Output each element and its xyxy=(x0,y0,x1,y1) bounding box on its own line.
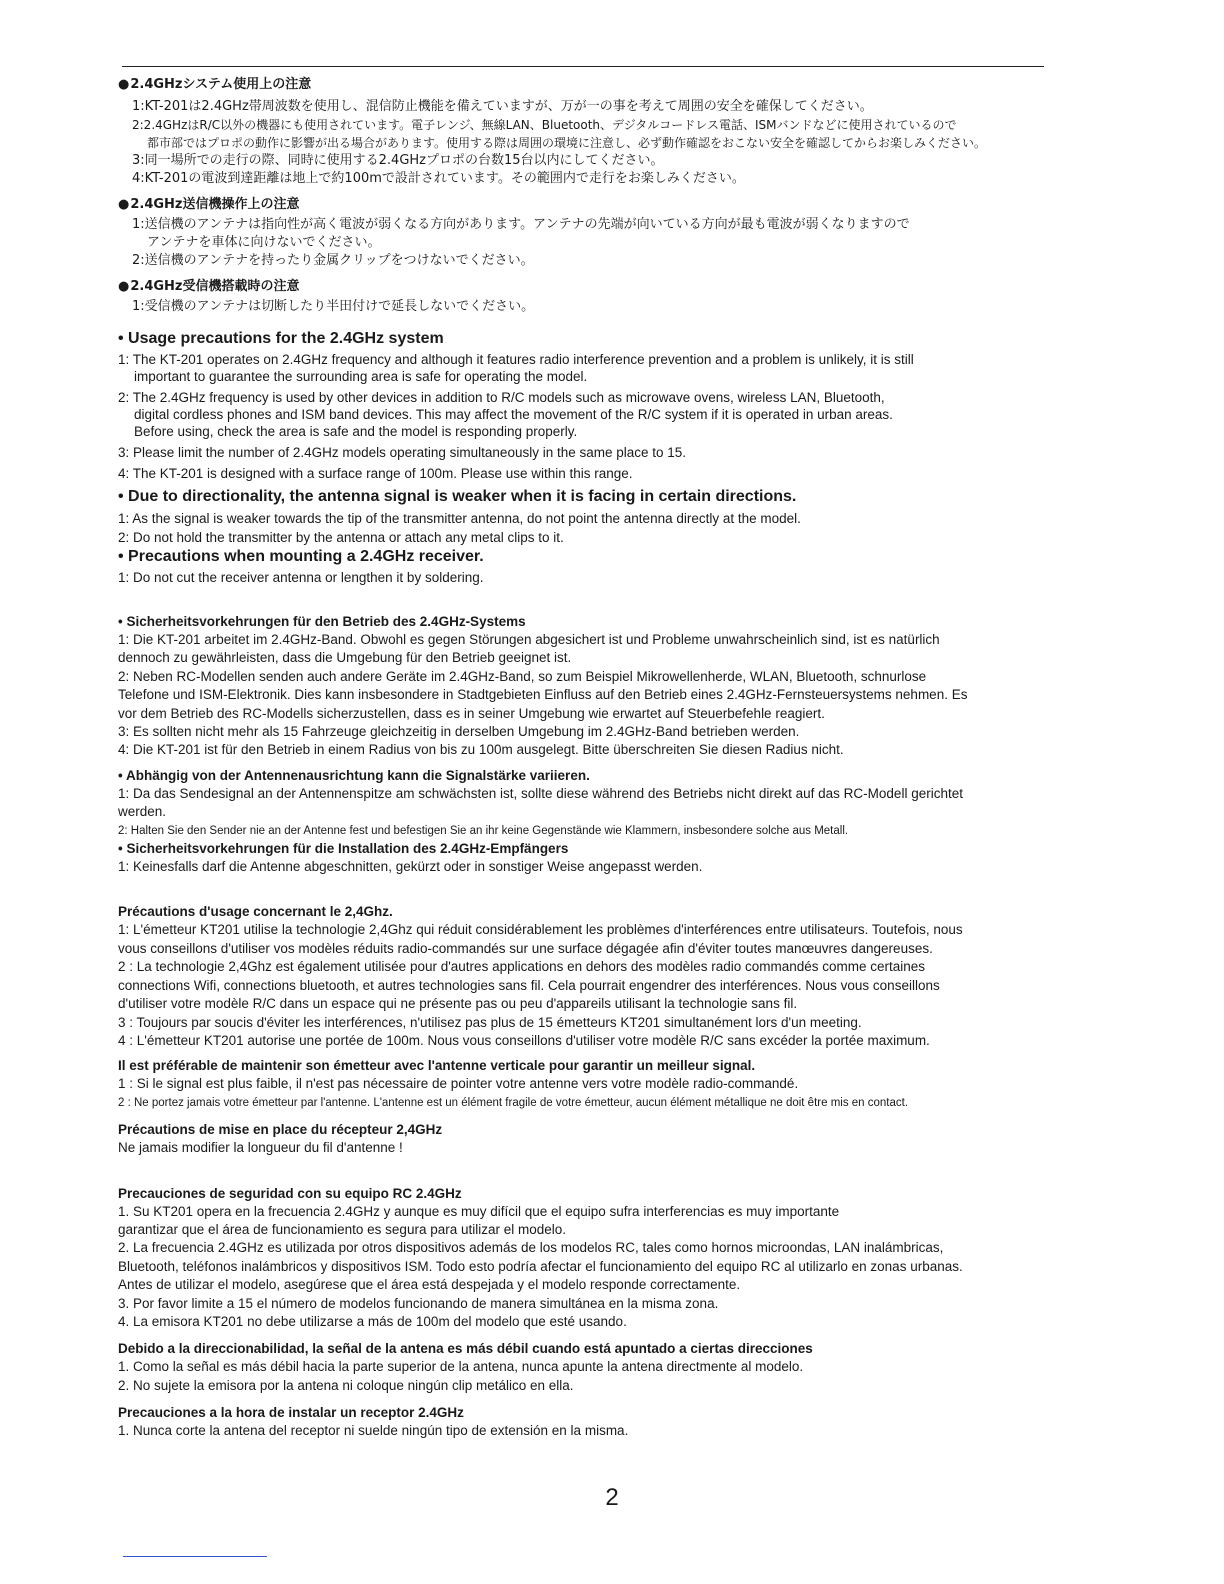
en-item: 1: Do not cut the receiver antenna or lengthen it by soldering. xyxy=(118,570,484,585)
jp-heading-transmitter-text: 2.4GHz送信機操作上の注意 xyxy=(130,197,300,212)
de-item: 2: Halten Sie den Sender nie an der Antenne fest und befestigen Sie an ihr keine Gegenstände wie Klammern, insbesondere solche aus Metall. xyxy=(118,824,849,837)
es-item: Antes de utilizar el modelo, asegúrese que el área está despejada y el modelo responde correctamente. xyxy=(118,1277,741,1293)
fr-item: Ne jamais modifier la longueur du fil d'antenne ! xyxy=(118,1140,403,1156)
en-section-directionality xyxy=(118,487,1093,546)
jp-item-cont: 都市部ではプロポの動作に影響が出る場合があります。使用する際は周囲の環境に注意し、必ず動作確認をおこない安全を確認してからお楽しみください。 xyxy=(147,136,987,150)
de-item: 1: Keinesfalls darf die Antenne abgeschnitten, gekürzt oder in sonstiger Weise angepasst werden. xyxy=(118,859,703,875)
fr-item: connections Wifi, connections bluetooth, et autres technologies sans fil. Cela pourrait engendrer des interférences. Nous vous conseillons xyxy=(118,977,940,993)
en-heading-receiver: • Precautions when mounting a 2.4GHz receiver. xyxy=(118,548,484,565)
fr-item: 4 : L'émetteur KT201 autorise une portée de 100m. Nous vous conseillons d'utiliser votre modèle R/C sans excéder la portée maximum. xyxy=(118,1032,930,1048)
fr-heading-usage: Précautions d'usage concernant le 2,4Ghz. xyxy=(118,904,393,920)
fr-heading-receiver: Précautions de mise en place du récepteur 2,4GHz xyxy=(118,1122,443,1138)
fr-item: 2 : Ne portez jamais votre émetteur par l'antenne. L'antenne est un élément fragile de votre émetteur, aucun élément métallique ne doit être mis en contact. xyxy=(118,1096,909,1109)
footer-underline xyxy=(123,1556,267,1557)
en-heading-system: • Usage precautions for the 2.4GHz system xyxy=(118,330,444,347)
es-item: 1. Nunca corte la antena del receptor ni suelde ningún tipo de extensión en la misma. xyxy=(118,1423,629,1439)
en-item: 4: The KT-201 is designed with a surface range of 100m. Please use within this range. xyxy=(118,466,633,481)
jp-item: 2:送信機のアンテナを持ったり金属クリップをつけないでください。 xyxy=(132,253,534,268)
de-heading-system: • Sicherheitsvorkehrungen für den Betrieb des 2.4GHz-Systems xyxy=(118,614,526,629)
page-number: 2 xyxy=(605,1484,619,1511)
de-item: 2: Neben RC-Modellen senden auch andere Geräte im 2.4GHz-Band, so zum Beispiel Mikrowellenherde, WLAN, Bluetooth, schnurlose xyxy=(118,668,927,684)
de-item: vor dem Betrieb des RC-Modells sicherzustellen, dass es in seiner Umgebung wie erwartet auf Steuerbefehle reagiert. xyxy=(118,705,825,721)
es-item: Bluetooth, teléfonos inalámbricos y dispositivos ISM. Todo esto podría afectar el funcionamiento del equipo RC al utilizarlo en zonas urbanas. xyxy=(118,1258,963,1274)
es-section-directionality xyxy=(118,1340,1093,1395)
fr-item: 2 : La technologie 2,4Ghz est également utilisée pour d'autres applications en dehors des modèles radio commandés comme certaines xyxy=(118,959,926,975)
de-item: 1: Die KT-201 arbeitet im 2.4GHz-Band. Obwohl es gegen Störungen abgesichert ist und Probleme unwahrscheinlich sind, ist es natürlich xyxy=(118,632,940,647)
de-item: 3: Es sollten nicht mehr als 15 Fahrzeuge gleichzeitig in derselben Umgebung im 2.4GHz-Band betrieben werden. xyxy=(118,724,800,740)
jp-item: 2:2.4GHzはR/C以外の機器にも使用されています。電子レンジ、無線LAN、Bluetooth、デジタルコードレス電話、ISMバンドなどに使用されているので xyxy=(132,118,957,132)
en-item: 1: As the signal is weaker towards the tip of the transmitter antenna, do not point the antenna directly at the model. xyxy=(118,511,801,526)
es-item: 4. La emisora KT201 no debe utilizarse a más de 100m del modelo que esté usando. xyxy=(118,1313,627,1329)
jp-section-receiver xyxy=(118,278,1093,316)
de-item: dennoch zu gewährleisten, dass die Umgebung für den Betrieb geeignet ist. xyxy=(118,650,572,666)
jp-heading-receiver xyxy=(118,278,1093,295)
fr-item: d'utiliser votre modèle R/C dans un espace qui ne présente pas ou peu d'appareils utilisant la technologie sans fil. xyxy=(118,996,798,1012)
bullet-icon: ● xyxy=(118,77,130,92)
fr-item: 1: L'émetteur KT201 utilise la technologie 2,4Ghz qui réduit considérablement les problèmes d'interférences entre utilisateurs. Toutefois, nous xyxy=(118,922,963,938)
es-item: 2. No sujete la emisora por la antena ni coloque ningún clip metálico en ella. xyxy=(118,1377,574,1393)
en-item-line: 1: The KT-201 operates on 2.4GHz frequency and although it features radio interference prevention and a problem is unlikely, it is still xyxy=(118,352,914,367)
es-item: 2. La frecuencia 2.4GHz es utilizada por otros dispositivos además de los modelos RC, tales como hornos microondas, LAN inalámbricas, xyxy=(118,1240,944,1256)
es-heading-receiver: Precauciones a la hora de instalar un receptor 2.4GHz xyxy=(118,1405,464,1421)
de-section-receiver xyxy=(118,840,1093,876)
top-rule xyxy=(122,66,1044,67)
page-content xyxy=(118,74,1093,1441)
jp-item: 1:送信機のアンテナは指向性が高く電波が弱くなる方向があります。アンテナの先端が向いている方向が最も電波が弱くなりますので xyxy=(132,217,910,232)
fr-item: 3 : Toujours par soucis d'éviter les interférences, n'utilisez pas plus de 15 émetteurs KT201 simultanément lors d'un meeting. xyxy=(118,1014,862,1030)
en-item-cont: important to guarantee the surrounding area is safe for operating the model. xyxy=(134,369,588,384)
jp-heading-system-text: 2.4GHzシステム使用上の注意 xyxy=(130,77,312,92)
en-heading-directionality: • Due to directionality, the antenna signal is weaker when it is facing in certain directions. xyxy=(118,488,797,505)
en-section-system xyxy=(118,329,1093,482)
en-item xyxy=(118,389,1093,440)
de-heading-receiver: • Sicherheitsvorkehrungen für die Installation des 2.4GHz-Empfängers xyxy=(118,841,569,857)
jp-item-cont: アンテナを車体に向けないでください。 xyxy=(147,235,381,250)
jp-section-transmitter xyxy=(118,196,1093,270)
en-item: 3: Please limit the number of 2.4GHz models operating simultaneously in the same place to 15. xyxy=(118,445,687,460)
de-heading-antenna: • Abhängig von der Antennenausrichtung kann die Signalstärke variieren. xyxy=(118,767,590,783)
bullet-icon: ● xyxy=(118,197,130,212)
en-item: 2: Do not hold the transmitter by the antenna or attach any metal clips to it. xyxy=(118,530,564,545)
de-section-antenna xyxy=(118,767,1093,840)
jp-item: 3:同一場所での走行の際、同時に使用する2.4GHzプロポの台数15台以内にしてください。 xyxy=(132,153,664,168)
es-section-safety xyxy=(118,1185,1093,1332)
fr-section-antenna xyxy=(118,1057,1093,1112)
fr-heading-antenna: Il est préférable de maintenir son émetteur avec l'antenne verticale pour garantir un meilleur signal. xyxy=(118,1058,756,1074)
en-item xyxy=(118,351,1093,385)
jp-item: 1:KT-201は2.4GHz帯周波数を使用し、混信防止機能を備えていますが、万が一の事を考えて周囲の安全を確保してください。 xyxy=(132,99,873,114)
fr-section-usage xyxy=(118,903,1093,1050)
jp-heading-transmitter xyxy=(118,196,1093,213)
jp-section-system xyxy=(118,76,1093,188)
es-heading-safety: Precauciones de seguridad con su equipo RC 2.4GHz xyxy=(118,1185,462,1201)
jp-item: 1:受信機のアンテナは切断したり半田付けで延長しないでください。 xyxy=(132,299,535,314)
es-heading-directionality: Debido a la direccionabilidad, la señal de la antena es más débil cuando está apuntado a ciertas direcciones xyxy=(118,1341,813,1357)
en-item-cont: Before using, check the area is safe and the model is responding properly. xyxy=(134,424,578,439)
fr-section-receiver xyxy=(118,1121,1093,1157)
fr-item: 1 : Si le signal est plus faible, il n'est pas nécessaire de pointer votre antenne vers votre modèle radio-commandé. xyxy=(118,1076,799,1092)
es-item: 1. Su KT201 opera en la frecuencia 2.4GHz y aunque es muy difícil que el equipo sufra interferencias es muy importante xyxy=(118,1203,840,1219)
jp-heading-receiver-text: 2.4GHz受信機搭載時の注意 xyxy=(130,279,300,294)
de-section-system xyxy=(118,613,1093,760)
de-item: Telefone und ISM-Elektronik. Dies kann insbesondere in Stadtgebieten Einfluss auf den Betrieb eines 2.4GHz-Fernsteuersystems nehmen. Es xyxy=(118,687,968,703)
es-item: 3. Por favor limite a 15 el número de modelos funcionando de manera simultánea en la misma zona. xyxy=(118,1295,719,1311)
de-item: 4: Die KT-201 ist für den Betrieb in einem Radius von bis zu 100m ausgelegt. Bitte überschreiten Sie diesen Radius nicht. xyxy=(118,742,844,758)
es-item: 1. Como la señal es más débil hacia la parte superior de la antena, nunca apunte la antena directmente al modelo. xyxy=(118,1359,804,1375)
es-item: garantizar que el área de funcionamiento es segura para utilizar el modelo. xyxy=(118,1221,567,1237)
en-item-cont: digital cordless phones and ISM band devices. This may affect the movement of the R/C system if it is operated in urban areas. xyxy=(134,407,893,422)
en-item-line: 2: The 2.4GHz frequency is used by other devices in addition to R/C models such as microwave ovens, wireless LAN, Bluetooth, xyxy=(118,390,885,405)
es-section-receiver xyxy=(118,1404,1093,1440)
jp-item: 4:KT-201の電波到達距離は地上で約100mで設計されています。その範囲内で走行をお楽しみください。 xyxy=(132,171,745,186)
en-section-receiver xyxy=(118,547,1093,586)
fr-item: vous conseillons d'utiliser vos modèles réduits radio-commandés sur une surface dégagée afin d'éviter toutes manœuvres dangereuses. xyxy=(118,940,933,956)
de-item: werden. xyxy=(118,804,167,820)
bullet-icon: ● xyxy=(118,279,130,294)
de-item: 1: Da das Sendesignal an der Antennenspitze am schwächsten ist, sollte diese während des Betriebs nicht direkt auf das RC-Modell gerichtet xyxy=(118,785,963,801)
jp-heading-system xyxy=(118,76,1093,93)
